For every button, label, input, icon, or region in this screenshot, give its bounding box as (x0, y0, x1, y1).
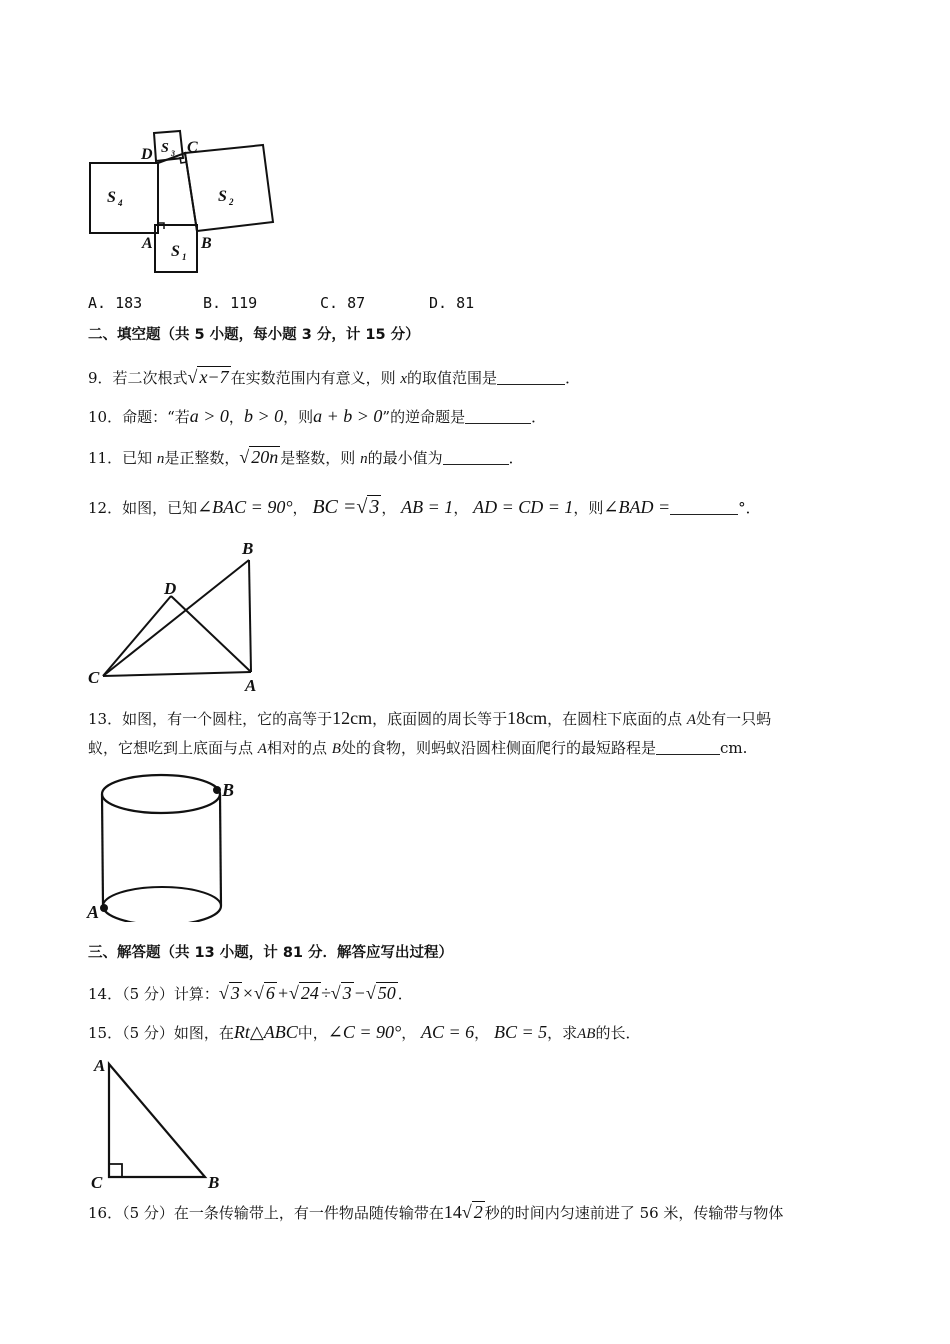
q13-text-4: 处有一只蚂 (696, 710, 772, 728)
label-d: D (141, 146, 153, 163)
q10-cond-2: b > 0 (243, 406, 284, 426)
label-s1: S (171, 243, 180, 260)
label-s4: S (107, 189, 116, 206)
square-s2 (185, 145, 273, 231)
square-s4 (90, 163, 158, 233)
label-a: A (142, 235, 153, 252)
q14-radical-3: √ 24 (289, 983, 319, 1003)
q15-text-3: ，求 (547, 1024, 578, 1042)
q14-op-1: × (241, 983, 254, 1003)
q11-text-3: 是整数，则 (280, 449, 356, 467)
q13-text-2: ，底面圆的周长等于 (372, 710, 508, 728)
triangle-abc (109, 1064, 205, 1177)
question-11 (88, 446, 524, 470)
q12-answer-blank[interactable] (670, 514, 738, 515)
choice-c[interactable]: C. 87 (320, 294, 366, 312)
q12-sep-1: ， (292, 499, 308, 517)
label-b: B (222, 780, 235, 800)
choice-d[interactable]: D. 81 (429, 294, 475, 312)
q11-text-2: 是正整数， (164, 449, 240, 467)
q12-sep-3: ， (453, 499, 469, 517)
q16-radical: √ 2 (461, 1202, 483, 1222)
q14-radicand-3: 24 (300, 983, 319, 1003)
q9-text-1: 9．若二次根式 (88, 369, 188, 387)
figure-q13-cylinder (85, 772, 245, 922)
question-9 (88, 366, 580, 390)
q10-answer-blank[interactable] (465, 423, 531, 424)
segment-ca (103, 672, 251, 676)
q14-radicand-5: 50 (377, 983, 396, 1003)
q15-sep-1: ， (401, 1024, 417, 1042)
q10-text-2: ”的逆命题是 (382, 408, 466, 426)
q11-text-4: 的最小值为 (367, 449, 443, 467)
point-a-dot (100, 904, 108, 912)
q11-radicand: 20n (251, 447, 279, 467)
q15-expr-1: ∠C = 90° (327, 1022, 402, 1042)
q12-expr-4: AD = CD = 1 (473, 497, 574, 517)
question-16 (88, 1201, 783, 1224)
q13-text-6: 相对的点 (266, 739, 327, 757)
q11-n-2: n (360, 451, 368, 467)
q12-sep-4: ，则 (573, 499, 604, 517)
q15-sep-2: ， (474, 1024, 490, 1042)
q11-radical: √ 20n (239, 447, 279, 467)
label-a: A (94, 1056, 106, 1075)
q13-height: 12cm (332, 708, 373, 728)
question-12 (88, 496, 761, 519)
segment-cb (103, 560, 249, 676)
q14-radical-4: √ 3 (330, 983, 352, 1003)
q13-answer-blank[interactable] (656, 754, 720, 755)
question-10 (88, 405, 546, 428)
label-s2-sub: 2 (229, 197, 234, 207)
label-s3-sub: 3 (171, 149, 175, 158)
q9-answer-blank[interactable] (497, 384, 565, 385)
label-s3: S (161, 141, 169, 156)
label-s4-sub: 4 (118, 198, 123, 208)
q16-coefficient: 14 (443, 1202, 462, 1222)
q14-op-3: ÷ (320, 983, 331, 1003)
q11-answer-blank[interactable] (443, 464, 509, 465)
segment-cd (103, 596, 171, 676)
label-d: D (164, 579, 177, 598)
q10-cond-1: a > 0 (189, 406, 229, 426)
question-13-line-1 (88, 707, 771, 731)
segment-ba (249, 560, 251, 672)
q11-text-1: 11．已知 (88, 449, 153, 467)
q14-radicand-2: 6 (265, 983, 275, 1003)
q10-sep-2: ，则 (283, 408, 314, 426)
figure-q15 (88, 1052, 233, 1192)
label-c: C (187, 139, 198, 156)
label-b: B (242, 539, 254, 558)
cylinder-right-side (220, 794, 221, 906)
q13-unit: cm. (719, 739, 748, 757)
q14-end: ． (397, 985, 413, 1003)
q16-radicand: 2 (473, 1202, 483, 1222)
label-s2: S (218, 188, 227, 205)
triangle-dcb (158, 153, 197, 231)
q12-expr-1: ∠BAC = 90° (197, 497, 293, 517)
label-c: C (91, 1173, 103, 1192)
q10-end: ． (531, 408, 547, 426)
q15-text-2: 中， (297, 1024, 328, 1042)
label-a: A (245, 676, 257, 693)
q14-radicand-4: 3 (342, 983, 352, 1003)
q9-radical: √ x−7 (187, 367, 229, 387)
q12-radical: √ 3 (356, 496, 380, 518)
q9-var: x (400, 371, 408, 387)
q9-radicand: x−7 (199, 367, 229, 387)
cylinder-bottom-front (103, 906, 221, 922)
q14-radical-2: √ 6 (253, 983, 275, 1003)
question-14 (88, 982, 413, 1005)
q12-end: °． (738, 499, 761, 517)
q10-text-1: 10．命题：“若 (88, 408, 190, 426)
right-angle-c (109, 1164, 122, 1177)
label-b: B (208, 1173, 220, 1192)
q11-n-1: n (156, 451, 165, 467)
point-b-dot (213, 786, 221, 794)
q10-sep-1: ， (228, 408, 244, 426)
cylinder-top (102, 775, 220, 813)
q9-end: ． (565, 369, 581, 387)
q14-radical-1: √ 3 (218, 983, 240, 1003)
q9-text-2: 在实数范围内有意义，则 (230, 369, 396, 387)
label-s1-sub: 1 (182, 252, 187, 262)
q12-expr-5: ∠BAD = (603, 497, 671, 517)
cylinder-left-side (102, 794, 103, 906)
section2-heading: 二、填空题（共 5 小题，每小题 3 分，计 15 分） (88, 327, 420, 343)
q13-point-b: B (331, 741, 341, 757)
q14-op-2: + (276, 983, 289, 1003)
q14-text: 14．（5 分）计算： (88, 985, 219, 1003)
q13-text-7: 处的食物，则蚂蚁沿圆柱侧面爬行的最短路程是 (340, 739, 656, 757)
q15-expr-2: AC = 6 (421, 1022, 475, 1042)
choice-a[interactable]: A. 183 (88, 294, 143, 312)
q9-text-3: 的取值范围是 (407, 369, 498, 387)
q10-cond-3: a + b > 0 (313, 406, 383, 426)
question-13-line-2 (88, 737, 747, 760)
q13-text-5: 蚁，它想吃到上底面与点 (88, 739, 254, 757)
question-15 (88, 1021, 640, 1045)
q15-triangle: Rt△ABC (233, 1022, 298, 1042)
label-c: C (88, 668, 100, 687)
q15-text-1: 15．（5 分）如图，在 (88, 1024, 234, 1042)
figure-q12 (85, 538, 270, 693)
figure-squares (85, 125, 285, 280)
q16-text-2: 秒的时间内匀速前进了 56 米，传输带与物体 (484, 1204, 784, 1222)
q15-expr-3: BC = 5 (493, 1022, 548, 1042)
q13-text-3: ，在圆柱下底面的点 (547, 710, 683, 728)
section3-heading: 三、解答题（共 13 小题，计 81 分．解答应写出过程） (88, 945, 454, 961)
q14-op-4: − (353, 983, 366, 1003)
choice-b[interactable]: B. 119 (203, 294, 258, 312)
label-b: B (201, 235, 212, 252)
q13-perimeter: 18cm (507, 708, 548, 728)
segment-da (171, 596, 251, 672)
q13-point-a: A (686, 712, 697, 728)
q12-expr-2: BC = (312, 496, 357, 518)
q11-end: ． (508, 449, 524, 467)
q13-text-1: 13．如图，有一个圆柱，它的高等于 (88, 710, 333, 728)
q14-radicand-1: 3 (230, 983, 240, 1003)
cylinder-bottom-back (103, 887, 221, 906)
q16-text-1: 16．（5 分）在一条传输带上，有一件物品随传输带在 (88, 1204, 444, 1222)
q15-segment-ab: AB (577, 1026, 596, 1042)
q13-point-a-2: A (257, 741, 267, 757)
q12-expr-3: AB = 1 (401, 497, 454, 517)
q12-radicand: 3 (369, 496, 380, 518)
q12-sep-2: ， (381, 499, 397, 517)
q15-text-4: 的长． (595, 1024, 641, 1042)
q12-text-1: 12．如图，已知 (88, 499, 198, 517)
label-a: A (87, 902, 100, 922)
q14-radical-5: √ 50 (365, 983, 396, 1003)
